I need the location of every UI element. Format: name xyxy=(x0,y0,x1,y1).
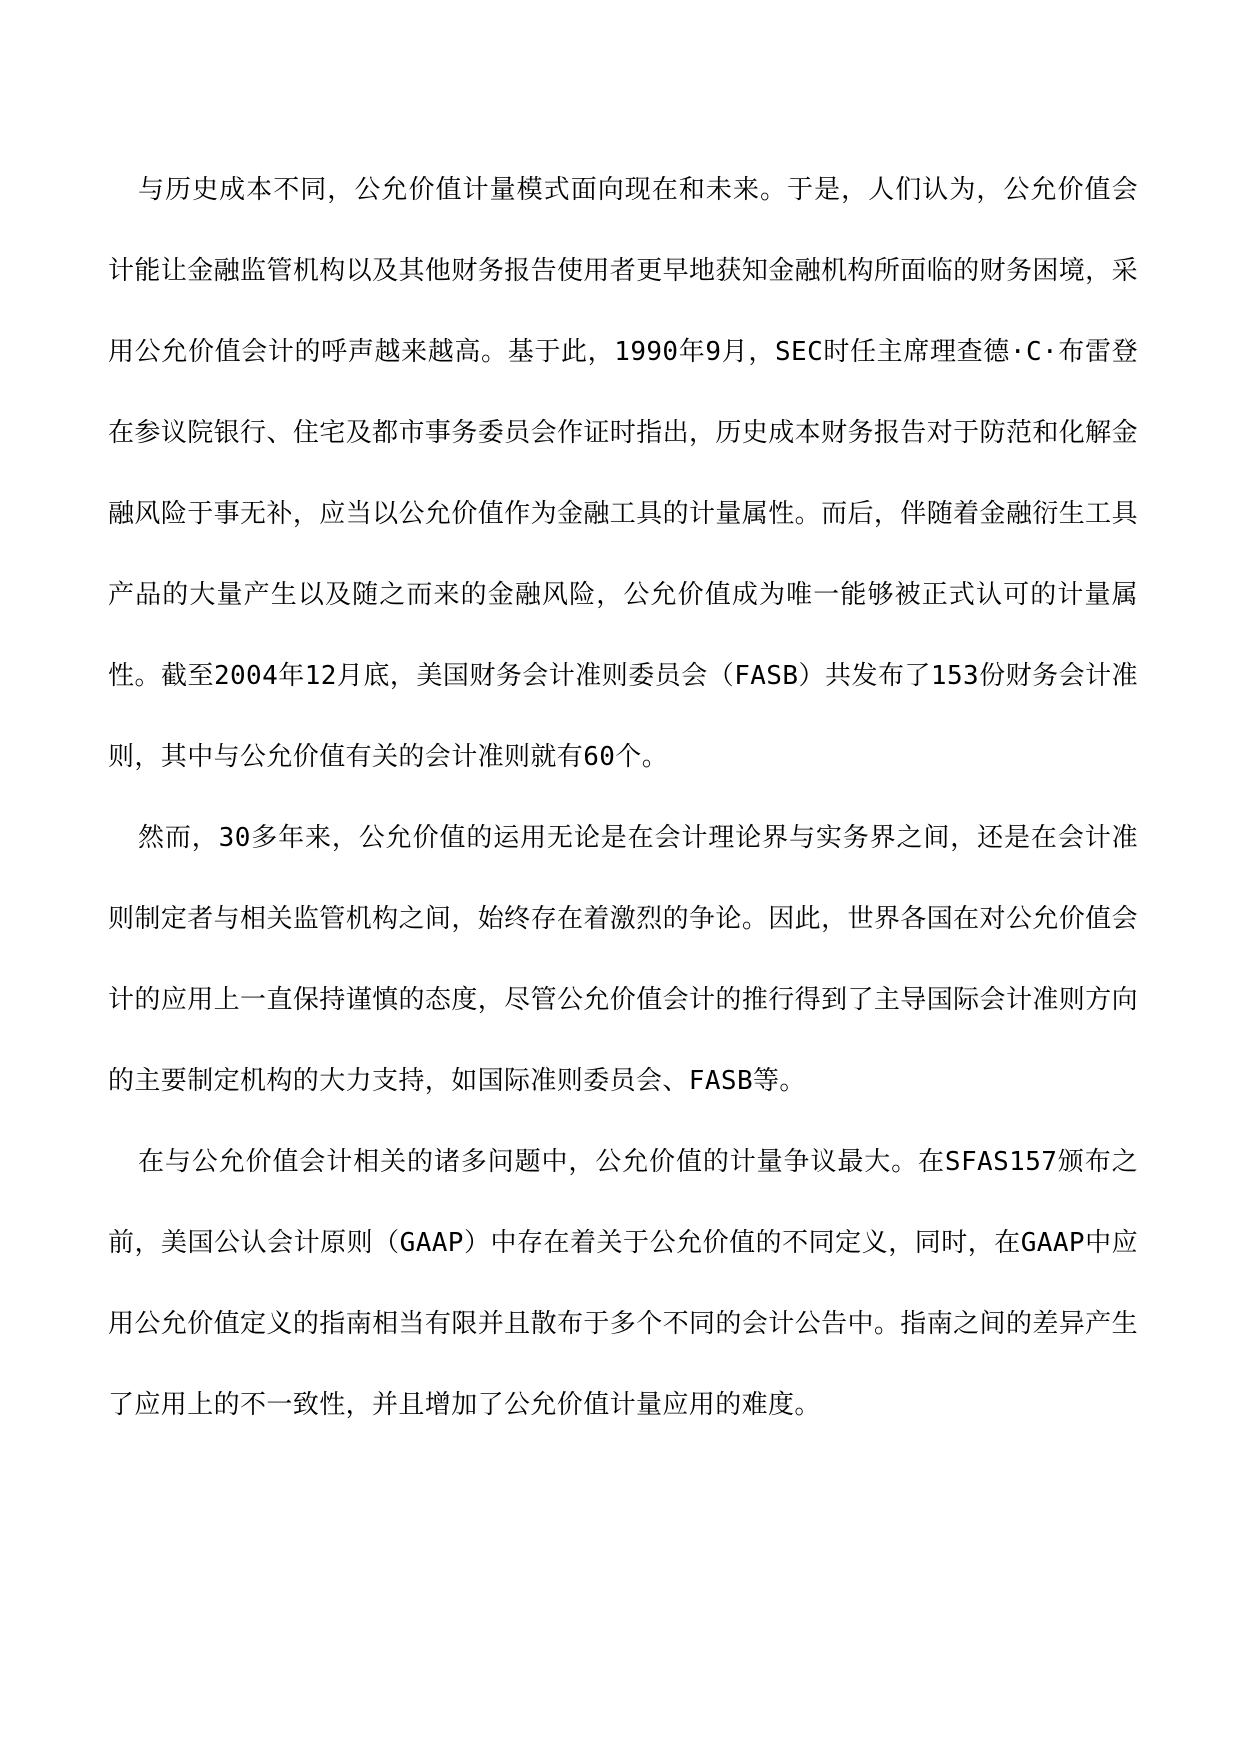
document-body xyxy=(108,150,1138,1446)
paragraph-2: 然而，30多年来，公允价值的运用无论是在会计理论界与实务界之间，还是在会计准则制定者与相关监管机构之间，始终存在着激烈的争论。因此，世界各国在对公允价值会计的应用上一直保持谨慎的态度，尽管公允价值会计的推行得到了主导国际会计准则方向的主要制定机构的大力支持，如国际准则委员会、FASB等。 xyxy=(108,823,1138,1096)
paragraph-1: 与历史成本不同，公允价值计量模式面向现在和未来。于是，人们认为，公允价值会计能让金融监管机构以及其他财务报告使用者更早地获知金融机构所面临的财务困境，采用公允价值会计的呼声越来越高。基于此，1990年9月，SEC时任主席理查德·C·布雷登在参议院银行、住宅及都市事务委员会作证时指出，历史成本财务报告对于防范和化解金融风险于事无补，应当以公允价值作为金融工具的计量属性。而后，伴随着金融衍生工具产品的大量产生以及随之而来的金融风险，公允价值成为唯一能够被正式认可的计量属性。截至2004年12月底，美国财务会计准则委员会（FASB）共发布了153份财务会计准则，其中与公允价值有关的会计准则就有60个。 xyxy=(108,175,1138,772)
paragraph-3: 在与公允价值会计相关的诸多问题中，公允价值的计量争议最大。在SFAS157颁布之前，美国公认会计原则（GAAP）中存在着关于公允价值的不同定义，同时，在GAAP中应用公允价值定义的指南相当有限并且散布于多个不同的会计公告中。指南之间的差异产生了应用上的不一致性，并且增加了公允价值计量应用的难度。 xyxy=(108,1147,1138,1420)
